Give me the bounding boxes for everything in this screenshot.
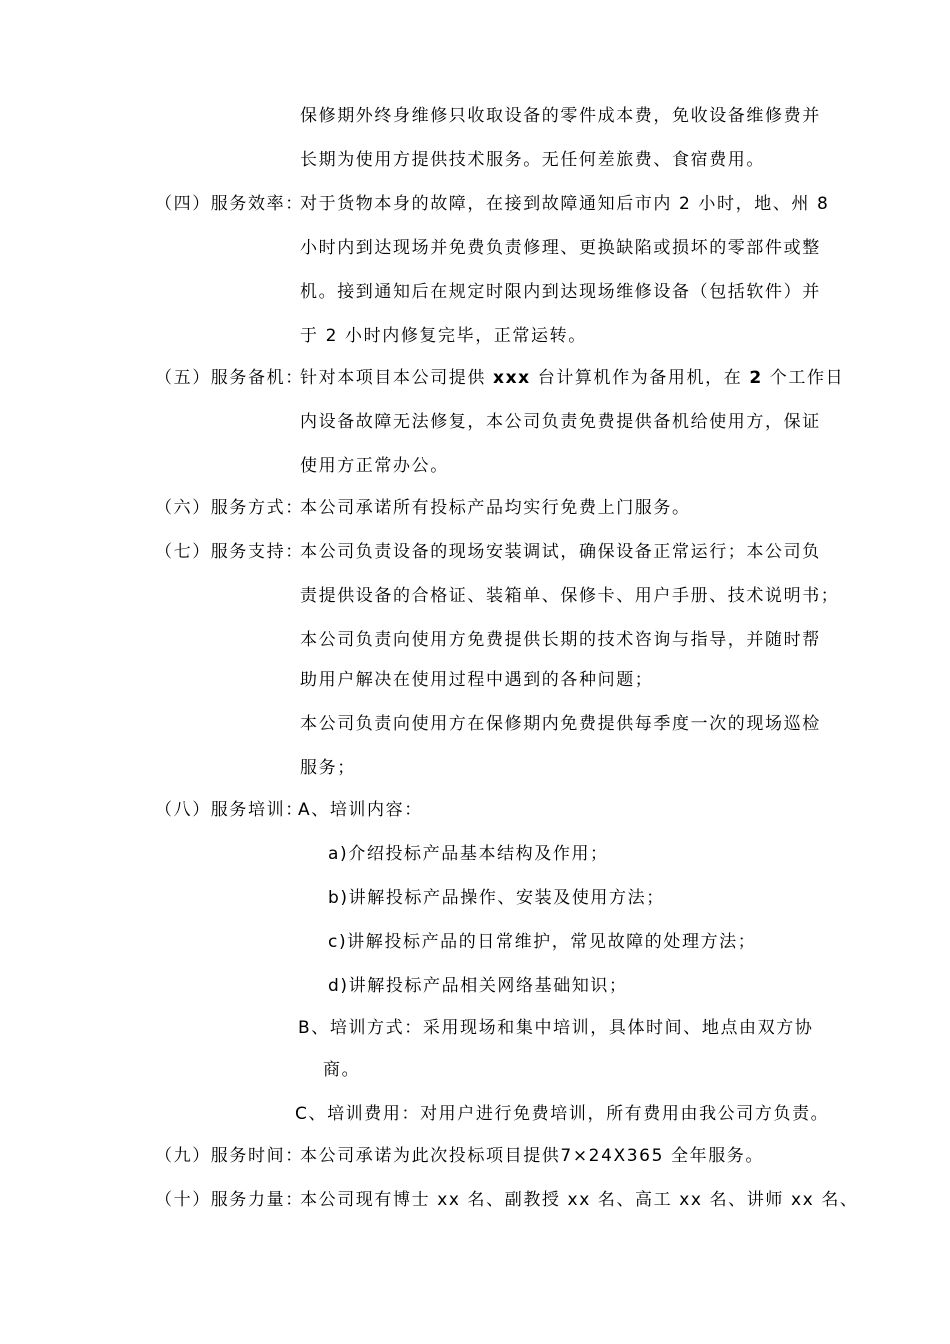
section-7-line-6: 服务； <box>300 758 356 778</box>
intro-line-1: 保修期外终身维修只收取设备的零件成本费，免收设备维修费并 <box>300 106 821 126</box>
section-8-a-heading: A、培训内容： <box>298 800 423 820</box>
section-10-line-1: 本公司现有博士 xx 名、副教授 xx 名、高工 xx 名、讲师 xx 名、 <box>300 1190 859 1210</box>
section-8-a-item-1: a)介绍投标产品基本结构及作用； <box>328 844 609 864</box>
section-8-a-item-3: c)讲解投标产品的日常维护，常见故障的处理方法； <box>328 932 757 952</box>
section-10-label: （十）服务力量： <box>155 1190 304 1210</box>
section-8-c-line-1: C、培训费用：对用户进行免费培训，所有费用由我公司方负责。 <box>295 1104 830 1124</box>
section-5-line-3: 使用方正常办公。 <box>300 456 449 476</box>
section-5-label: （五）服务备机： <box>155 368 304 388</box>
section-8-a-item-4: d)讲解投标产品相关网络基础知识； <box>328 976 628 996</box>
section-4-line-2: 小时内到达现场并免费负责修理、更换缺陷或损坏的零部件或整 <box>300 238 821 258</box>
section-5-line-2: 内设备故障无法修复，本公司负责免费提供备机给使用方，保证 <box>300 412 821 432</box>
backup-count: xxx <box>493 368 531 388</box>
section-7-line-4: 助用户解决在使用过程中遇到的各种问题； <box>300 670 654 690</box>
section-4-label: （四）服务效率： <box>155 194 304 214</box>
section-8-label: （八）服务培训： <box>155 800 304 820</box>
section-8-b-line-2: 商。 <box>323 1060 361 1080</box>
section-6-label: （六）服务方式： <box>155 498 304 518</box>
workday-count: 2 <box>749 368 763 388</box>
section-7-line-5: 本公司负责向使用方在保修期内免费提供每季度一次的现场巡检 <box>300 714 821 734</box>
section-7-line-2: 责提供设备的合格证、装箱单、保修卡、用户手册、技术说明书； <box>300 586 840 606</box>
section-9-line-1: 本公司承诺为此次投标项目提供7×24X365 全年服务。 <box>300 1146 764 1166</box>
section-8-b-line-1: B、培训方式：采用现场和集中培训，具体时间、地点由双方协 <box>298 1018 814 1038</box>
section-6-line-1: 本公司承诺所有投标产品均实行免费上门服务。 <box>300 498 691 518</box>
section-4-line-3: 机。接到通知后在规定时限内到达现场维修设备（包括软件）并 <box>300 282 821 302</box>
section-7-label: （七）服务支持： <box>155 542 304 562</box>
section-7-line-1: 本公司负责设备的现场安装调试，确保设备正常运行；本公司负 <box>300 542 821 562</box>
section-5-line-1 <box>300 366 844 390</box>
section-5-line-1-part-c: 台计算机作为备用机，在 <box>530 368 750 388</box>
section-8-a-item-2: b)讲解投标产品操作、安装及使用方法； <box>328 888 665 908</box>
section-9-label: （九）服务时间： <box>155 1146 304 1166</box>
intro-line-2: 长期为使用方提供技术服务。无任何差旅费、食宿费用。 <box>300 150 765 170</box>
section-4-line-4: 于 2 小时内修复完毕，正常运转。 <box>300 326 587 346</box>
section-7-line-3: 本公司负责向使用方免费提供长期的技术咨询与指导，并随时帮 <box>300 630 821 650</box>
section-4-line-1: 对于货物本身的故障，在接到故障通知后市内 2 小时，地、州 8 <box>300 194 830 214</box>
section-5-line-1-part-e: 个工作日 <box>762 368 845 388</box>
section-5-line-1-part-a: 针对本项目本公司提供 <box>300 368 494 388</box>
